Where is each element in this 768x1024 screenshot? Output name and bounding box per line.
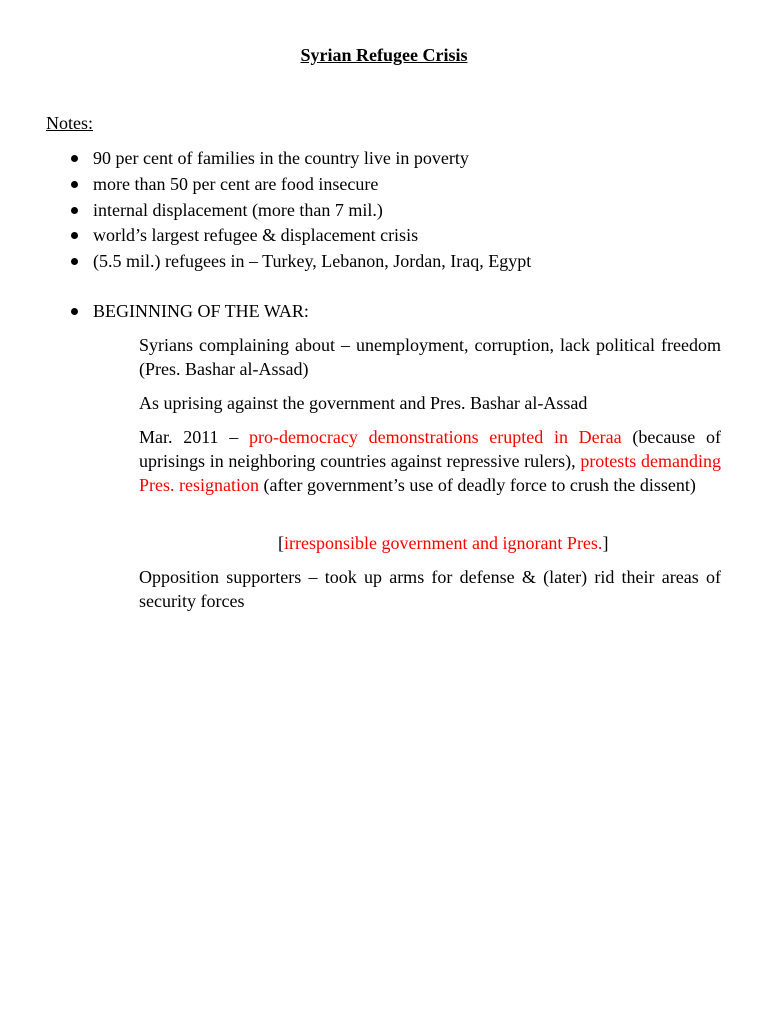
bullet-text: more than 50 per cent are food insecure bbox=[93, 173, 379, 194]
note-highlight: irresponsible government and ignorant Pres. bbox=[284, 533, 603, 553]
bracket-close: ] bbox=[602, 533, 609, 553]
notes-bullet-list bbox=[0, 147, 768, 276]
bullet-item bbox=[0, 173, 768, 199]
bullet-text: world’s largest refugee & displacement crisis bbox=[93, 225, 419, 246]
bullet-dot-icon bbox=[71, 207, 78, 214]
bullet-dot-icon bbox=[71, 232, 78, 239]
paragraph-complaints: Syrians complaining about – unemployment, corruption, lack political freedom (Pres. Bashar al-Assad) bbox=[139, 335, 721, 379]
bullet-text: internal displacement (more than 7 mil.) bbox=[93, 199, 383, 220]
paragraph-uprising: As uprising against the government and Pres. Bashar al-Assad bbox=[139, 393, 588, 413]
march-date-text: Mar. 2011 – bbox=[139, 427, 249, 447]
bullet-item bbox=[0, 199, 768, 225]
bullet-item bbox=[0, 224, 768, 250]
bullet-item bbox=[0, 250, 768, 276]
bullet-dot-icon bbox=[71, 181, 78, 188]
war-heading: BEGINNING OF THE WAR: bbox=[93, 301, 309, 321]
demonstrations-highlight: pro-democracy demonstrations erupted in Deraa bbox=[248, 427, 622, 447]
because-text: (because of uprisings in neighboring countries against repressive rulers), bbox=[139, 427, 722, 471]
bracket-note bbox=[278, 531, 608, 555]
bullet-text: 90 per cent of families in the country live in poverty bbox=[93, 148, 469, 168]
bullet-dot-icon bbox=[71, 155, 78, 162]
paragraph-opposition: Opposition supporters – took up arms for defense & (later) rid their areas of security forces bbox=[139, 567, 721, 611]
after-text: (after government’s use of deadly force to crush the dissent) bbox=[258, 475, 696, 495]
protests-highlight: protests demanding Pres. resignation bbox=[139, 451, 721, 495]
bullet-text: (5.5 mil.) refugees in – Turkey, Lebanon, Jordan, Iraq, Egypt bbox=[93, 251, 532, 272]
paragraph-march-2011 bbox=[139, 425, 721, 497]
document-title: Syrian Refugee Crisis bbox=[300, 45, 468, 65]
notes-label: Notes: bbox=[46, 113, 93, 133]
bullet-dot-icon bbox=[71, 308, 78, 315]
bracket-open: [ bbox=[278, 533, 284, 553]
bullet-item bbox=[0, 147, 768, 173]
bullet-dot-icon bbox=[71, 258, 78, 265]
